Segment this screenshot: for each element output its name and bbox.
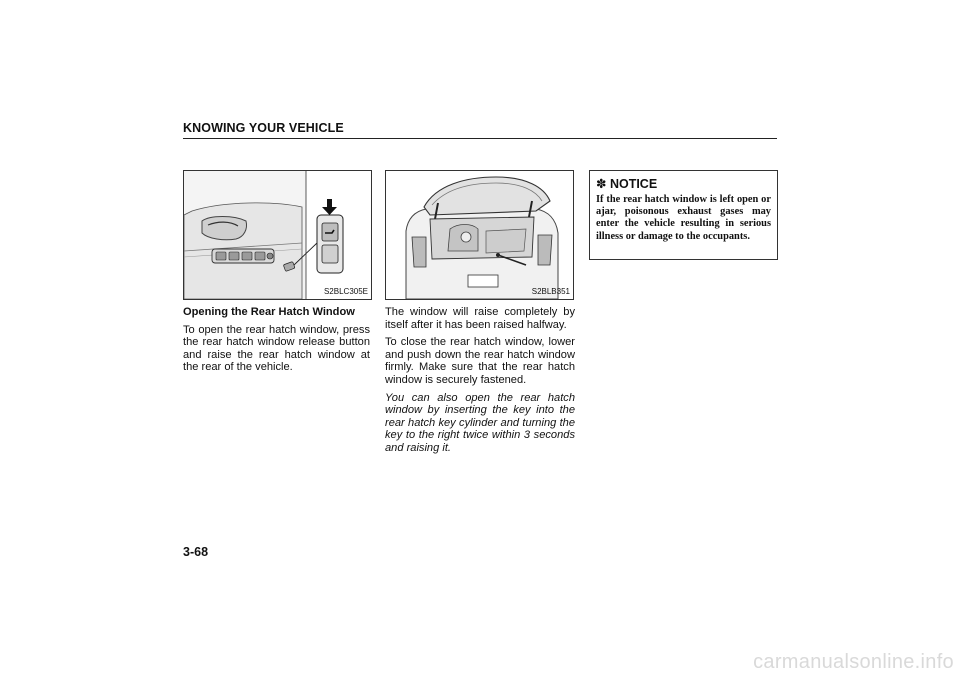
page-number: 3-68 [183, 545, 209, 559]
paragraph: To open the rear hatch window, press the rear hatch window release button and raise the rear hatch window at the rear of the vehicle. [183, 323, 370, 374]
notice-box [589, 170, 778, 260]
header-divider [183, 138, 777, 139]
figure-code: S2BLB351 [531, 287, 570, 296]
figure-code: S2BLC305E [323, 287, 368, 296]
section-header: KNOWING YOUR VEHICLE [183, 121, 344, 135]
middle-column [385, 306, 575, 460]
door-panel-release-switch-illustration [184, 171, 371, 299]
notice-body: If the rear hatch window is left open or ajar, poisonous exhaust gases may enter the vehicle resulting in serious illness or damage to the occupants. [596, 194, 771, 242]
paragraph: The window will raise completely by itself after it has been raised halfway. [385, 306, 575, 331]
rear-hatch-open-illustration [386, 171, 573, 299]
notice-title: ✽ NOTICE [596, 177, 658, 191]
figure-door-panel [183, 170, 372, 300]
section-heading: Opening the Rear Hatch Window [183, 306, 355, 318]
paragraph: To close the rear hatch window, lower and push down the rear hatch window firmly. Make sure that the rear hatch window is securely fastened. [385, 336, 575, 386]
watermark: carmanualsonline.info [753, 651, 954, 673]
italic-paragraph: You can also open the rear hatch window by inserting the key into the rear hatch key cylinder and turning the key to the right twice within 3 seconds and raising it. [385, 391, 575, 454]
left-column [183, 306, 370, 379]
figure-rear-hatch [385, 170, 574, 300]
